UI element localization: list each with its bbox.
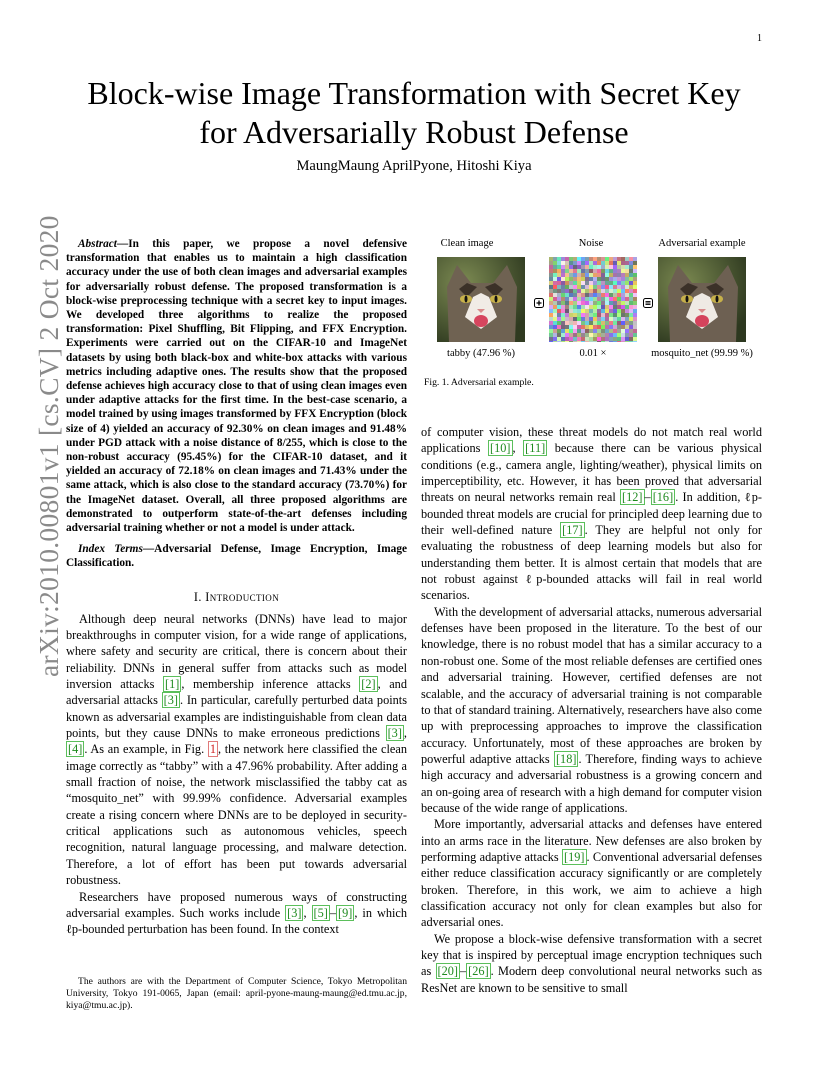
paragraph-text: ,: [403, 726, 407, 741]
figure-1: [421, 238, 761, 398]
abstract: [66, 237, 407, 535]
paragraph-text: . They are helpful not only for evaluating the robustness of deep learning models but also for understanding them better. It is almost certain that models that are not robust against ℓp-bounded attacks will fail in real world scenarios.: [421, 523, 762, 603]
index-terms-lead: Index Terms: [78, 543, 143, 556]
index-terms: [66, 542, 407, 570]
right-column: [421, 424, 762, 996]
citation-link[interactable]: [12]: [622, 490, 643, 505]
paragraph-text: –: [329, 905, 337, 920]
figure-label-adversarial: Adversarial example: [658, 238, 746, 249]
title-line-1: Block-wise Image Transformation with Secret Key: [87, 75, 741, 111]
author-footnote: The authors are with the Department of Computer Science, Tokyo Metropolitan University, Tokyo 191-0065, Japan (email: april-pyone-maung-maung@ed.tmu.ac.jp, kiya@tmu.ac.jp).: [66, 976, 407, 1012]
paragraph-text: . Conventional adversarial defenses either reduce classification accuracy significantly or are completely broken. Therefore, in this work, we aim to achieve a high classification accuracy not only for clean examples but also for adversarial ones.: [421, 849, 762, 930]
paragraph-text: , membership inference attacks: [181, 677, 360, 692]
abstract-text: —In this paper, we propose a novel defensive transformation that enables us to maintain a high classification accuracy under the use of both clean images and adversarial examples for adversarially robust defense. The proposed transformation is a block-wise preprocessing technique with a secret key to input images. We developed three algorithms to realize the proposed transformation: Pixel Shuffling, Bit Flipping, and FFX Encryption. Experiments were carried out on the CIFAR-10 and ImageNet datasets by using both black-box and white-box attacks with various metrics including adaptive ones. The results show that the proposed defense achieves high accuracy close to that of using clean images even under adaptive attacks for the first time. In the best-case scenario, a model trained by using images transformed by FFX Encryption (block size of 4) yielded an accuracy of 92.30% on clean images and 91.48% under PGD attack with a noise distance of 8/255, which is close to the non-robust accuracy (95.45%) for the CIFAR-10 dataset, and it yielded an accuracy of 72.18% on clean images and 71.43% under the same attack, which is also close to the standard accuracy (73.70%) for the ImageNet dataset. Overall, all three proposed algorithms are demonstrated to outperform state-of-the-art defenses including adversarial training whether or not a model is under attack.: [66, 238, 407, 535]
paragraph-text: –: [644, 490, 651, 505]
paragraph-text: . Therefore, finding ways to achieve high accuracy and adversarial robustness is a growing concern and an on-going area of research with a high demand for computer vision because of the wide range of applications.: [421, 751, 763, 815]
left-paragraph: [66, 889, 407, 938]
paragraph-text: We propose a block-wise defensive transformation with a secret key that is inspired by perceptual image encryption techniques such as: [421, 931, 762, 979]
noise-image: [549, 257, 637, 342]
citation-link[interactable]: [10]: [490, 441, 511, 456]
citation-link[interactable]: [18]: [555, 751, 577, 766]
citation-link[interactable]: [17]: [562, 523, 583, 538]
page-number: 1: [757, 33, 762, 44]
citation-link[interactable]: [11]: [525, 441, 546, 456]
section-first-letter: I: [205, 589, 210, 604]
citation-link[interactable]: [1]: [165, 677, 180, 692]
paper-title: [60, 74, 768, 152]
paragraph-text: Although deep neural networks (DNNs) have lead to major breakthroughs in computer vision, for a wide range of applications, where safety and security are critical, there is concern about their reliability. DNNs in general suffer from attacks such as model inversion attacks: [66, 611, 407, 692]
paragraph-text: . In addition, ℓp-bounded threat models are crucial for principled deep learning due to their well-defined nature: [421, 490, 762, 538]
paragraph-text: because there can be various physical conditions (e.g., camera angle, lighting/weather), physical limits on imperceptibility, etc. However, it has been proved that adversarial threats on neural networks remain real: [421, 441, 762, 505]
citation-link[interactable]: [3]: [287, 905, 302, 920]
equals-operator-icon: [643, 295, 653, 313]
figure-caption: Fig. 1. Adversarial example.: [424, 377, 534, 388]
paragraph-text: . As an example, in Fig.: [84, 742, 208, 757]
section-title-rest: ntroduction: [209, 589, 280, 604]
citation-link[interactable]: [5]: [313, 905, 328, 920]
citation-link[interactable]: [2]: [361, 677, 376, 692]
paragraph-text: , in which ℓp-bounded perturbation has been found. In the context: [66, 905, 407, 937]
paragraph-text: , and adversarial attacks: [66, 677, 407, 708]
left-paragraph: [66, 611, 407, 889]
section-heading-introduction: [66, 590, 407, 605]
clean-cat-image: [437, 257, 525, 342]
citation-link[interactable]: [16]: [652, 490, 674, 505]
citation-link[interactable]: [3]: [163, 693, 178, 708]
citation-link[interactable]: [19]: [564, 849, 585, 864]
index-terms-text: —Adversarial Defense, Image Encryption, Image Classification.: [66, 543, 407, 570]
figure-label-noise: Noise: [578, 238, 604, 249]
right-paragraph: [421, 931, 762, 996]
figure-label-clean: Clean image: [440, 238, 494, 249]
arxiv-identifier[interactable]: arXiv:2010.00801v1 [cs.CV] 2 Oct 2020: [33, 215, 64, 677]
section-numeral: I.: [193, 589, 206, 604]
paragraph-text: ,: [512, 441, 524, 456]
citation-link[interactable]: [26]: [468, 964, 489, 979]
right-paragraph: [421, 424, 762, 604]
plus-operator-icon: [534, 295, 544, 313]
abstract-lead: Abstract: [78, 238, 117, 250]
left-body: [66, 611, 407, 938]
authors: MaungMaung AprilPyone, Hitoshi Kiya: [296, 158, 532, 174]
right-paragraph: [421, 604, 762, 816]
figure-sublabel-noise: 0.01 ×: [579, 348, 607, 359]
paragraph-text: . In particular, carefully perturbed data points known as adversarial examples are indistinguishable from clean data points, but they cause DNNs to make erroneous predictions: [66, 693, 408, 741]
paragraph-text: Researchers have proposed numerous ways of constructing adversarial examples. Such works include: [66, 889, 407, 920]
title-line-2: for Adversarially Robust Defense: [199, 114, 629, 150]
citation-link[interactable]: [20]: [437, 964, 459, 979]
right-paragraph: [421, 816, 762, 930]
figure-reference-link[interactable]: 1: [209, 742, 216, 757]
citation-link[interactable]: [9]: [338, 905, 353, 920]
citation-link[interactable]: [4]: [68, 742, 83, 757]
left-column: [66, 237, 407, 938]
figure-sublabel-clean: tabby (47.96 %): [447, 348, 515, 359]
paragraph-text: With the development of adversarial attacks, numerous adversarial defenses have been proposed in the literature. To the best of our knowledge, there is no robust model that has a similar accuracy to a non-robust one. Some of the most reliable defenses are certified ones and adversarial training. However, certified defenses are not scalable, and the accuracy of adversarial training is not comparable to that of standard training. Alternatively, researchers have also come up with preprocessing approaches to improve the classification accuracy. Unfortunately, most of these approaches are broken by powerful adaptive attacks: [421, 604, 762, 766]
paragraph-text: , the network here classified the clean image correctly as “tabby” with a 47.96% probability. After adding a small fraction of noise, the network misclassified the tabby cat as “mosquito_net” with 99.99% confidence. Adversarial examples create a rising concern where DNNs are to be deployed in security-critical applications such as autonomous vehicles, speech recognition, natural language processing, and malware detection. Therefore, a lot of effort has been put towards adversarial robustness.: [66, 742, 407, 888]
paragraph-text: . Modern deep convolutional neural networks such as ResNet are known to be sensitive to small: [421, 964, 762, 995]
adversarial-cat-image: [658, 257, 746, 342]
paragraph-text: More importantly, adversarial attacks and defenses have entered into an arms race in the literature. New defenses are also broken by performing adaptive attacks: [421, 817, 762, 864]
right-body: [421, 424, 762, 996]
citation-link[interactable]: [3]: [387, 726, 402, 741]
paragraph-text: ,: [303, 905, 312, 920]
paragraph-text: of computer vision, these threat models do not match real world applications: [421, 425, 762, 456]
paragraph-text: –: [460, 964, 467, 979]
figure-sublabel-adversarial: mosquito_net (99.99 %): [651, 348, 753, 359]
